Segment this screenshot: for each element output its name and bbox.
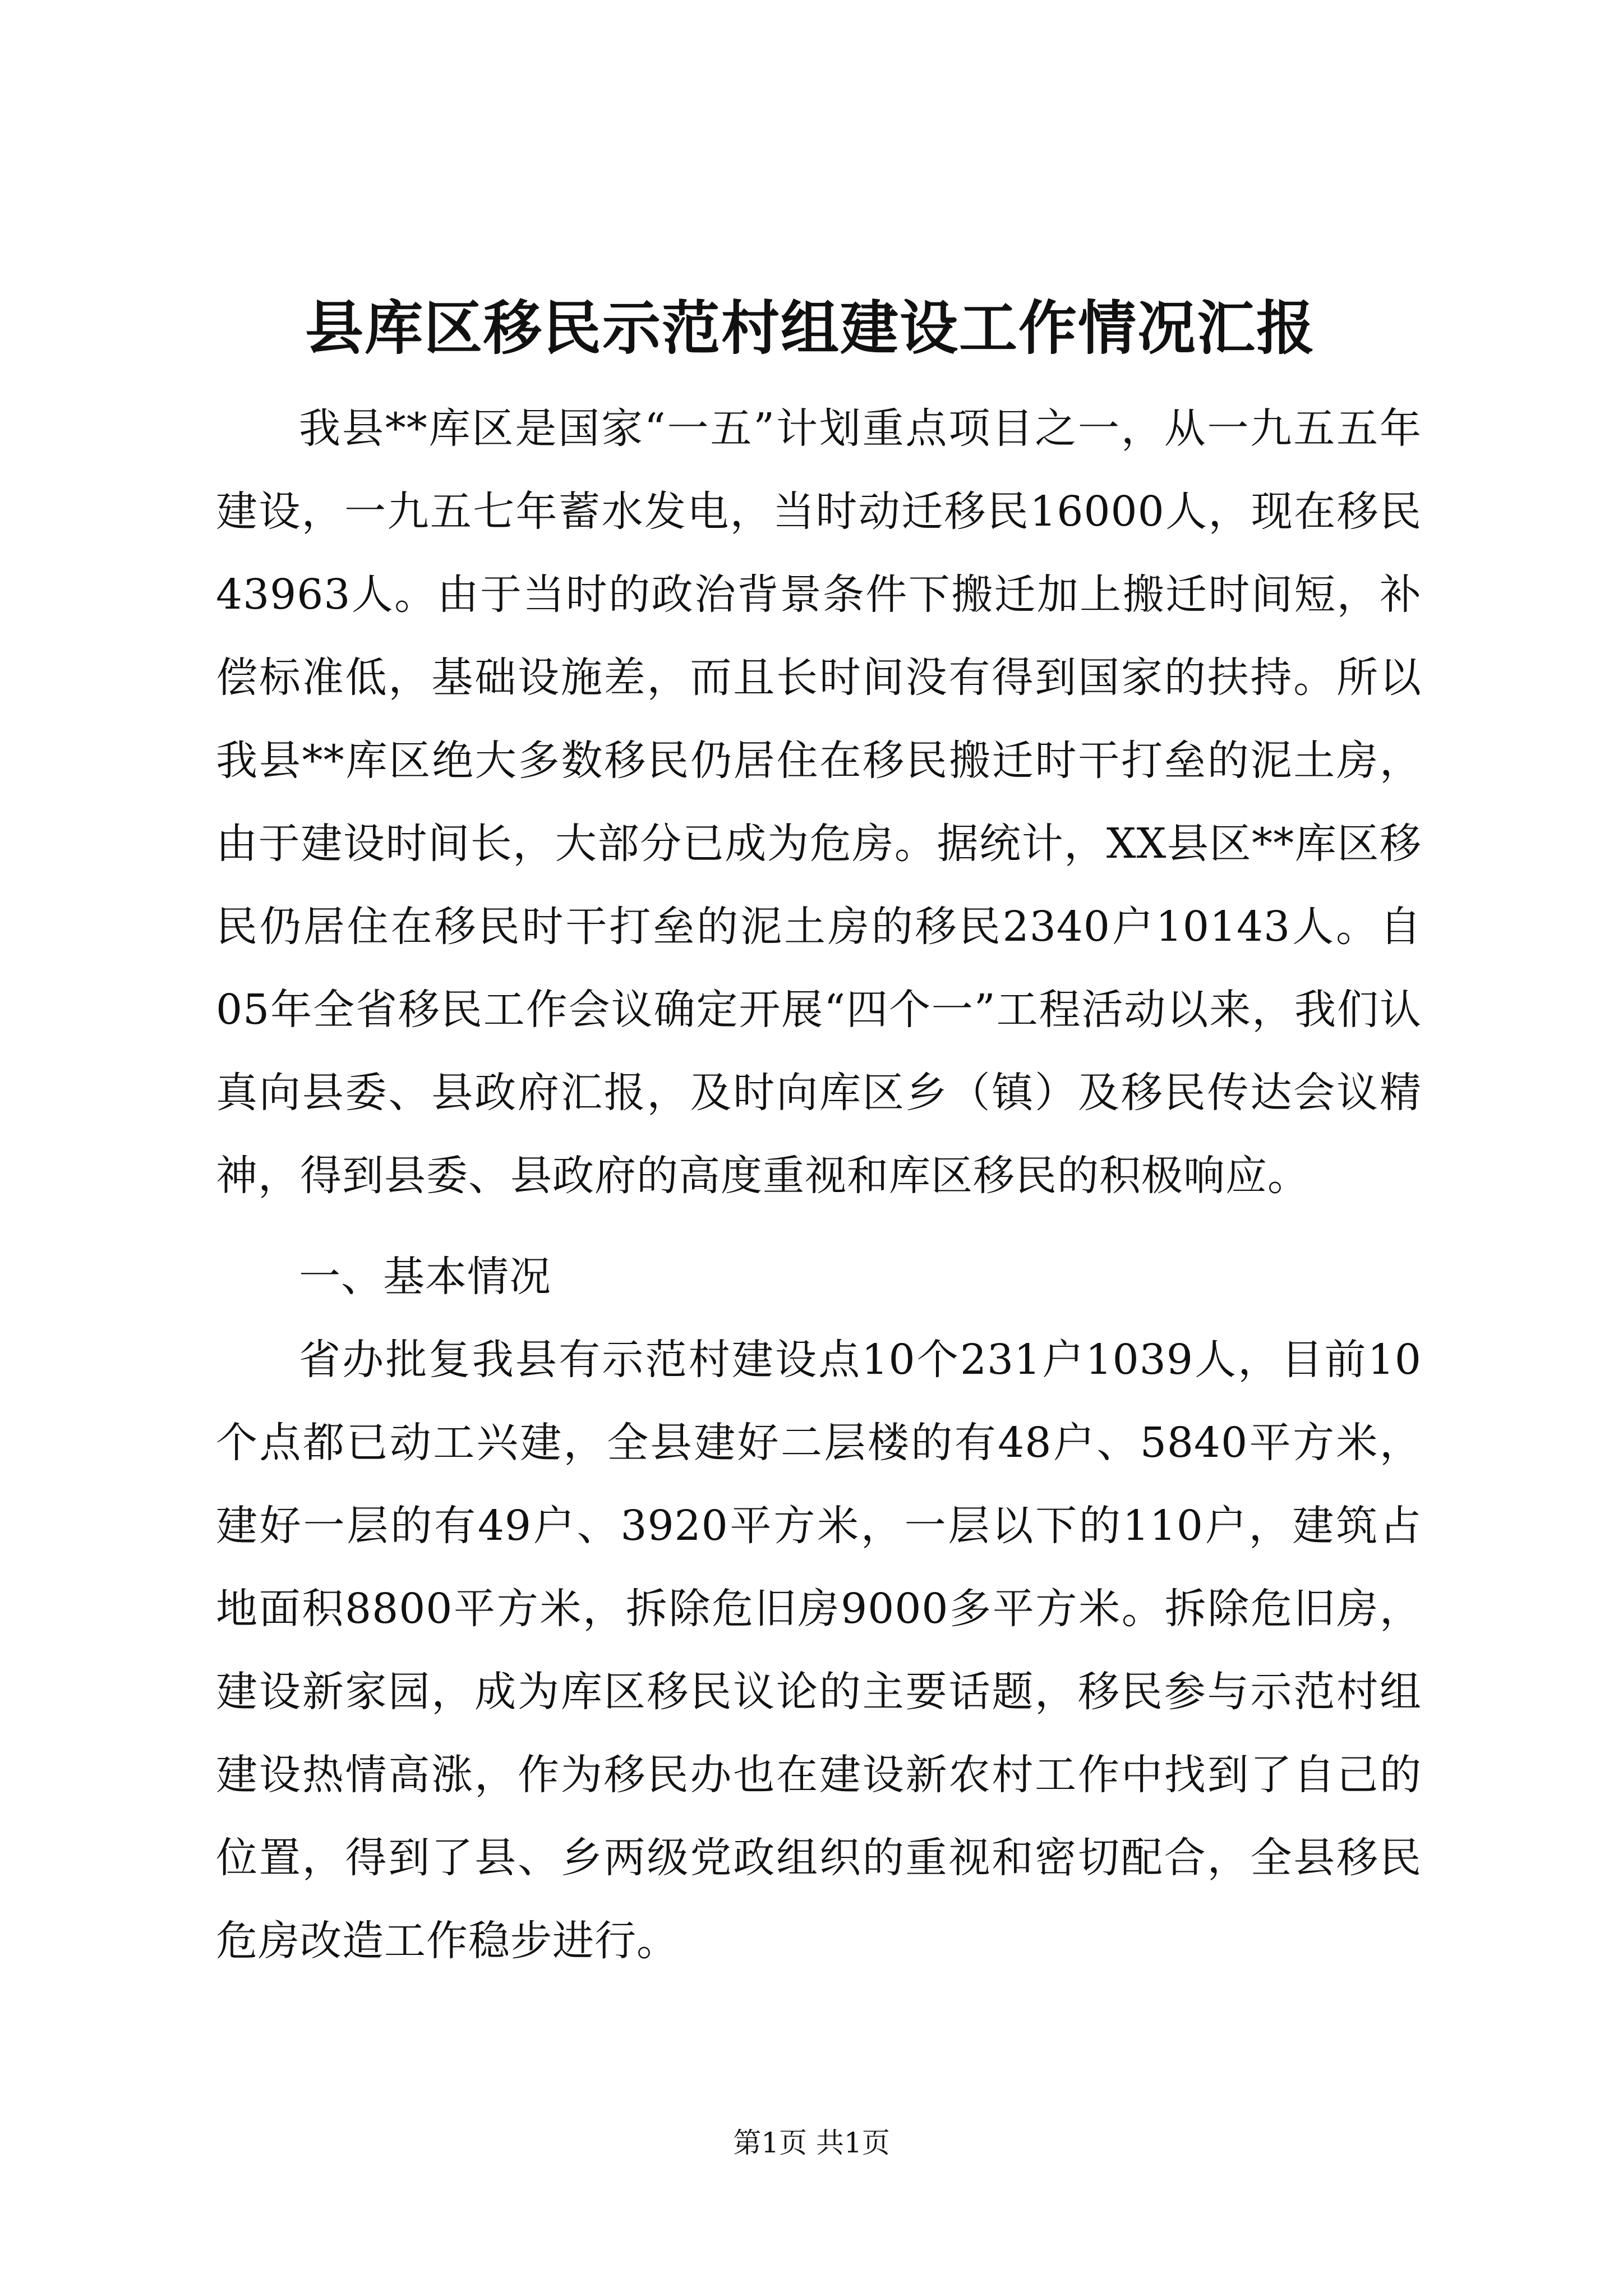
document-body <box>216 387 1422 1982</box>
paragraph-intro: 我县**库区是国家“一五”计划重点项目之一，从一九五五年建设，一九五七年蓄水发电，当时动迁移民16000人，现在移民43963人。由于当时的政治背景条件下搬迁加上搬迁时间短，补偿标准低，基础设施差，而且长时间没有得到国家的扶持。所以我县**库区绝大多数移民仍居住在移民搬迁时干打垒的泥土房，由于建设时间长，大部分已成为危房。据统计，XX县区**库区移民仍居住在移民时干打垒的泥土房的移民2340户10143人。自05年全省移民工作会议确定开展“四个一”工程活动以来，我们认真向县委、县政府汇报，及时向库区乡（镇）及移民传达会议精神，得到县委、县政府的高度重视和库区移民的积极响应。 <box>216 404 1422 1200</box>
paragraph-basic-situation: 省办批复我县有示范村建设点10个231户1039人，目前10个点都已动工兴建，全县建好二层楼的有48户、5840平方米，建好一层的有49户、3920平方米，一层以下的110户，建筑占地面积8800平方米，拆除危旧房9000多平方米。拆除危旧房，建设新家园，成为库区移民议论的主要话题，移民参与示范村组建设热情高涨，作为移民办也在建设新农村工作中找到了自己的位置，得到了县、乡两级党政组织的重视和密切配合，全县移民危房改造工作稳步进行。 <box>216 1336 1422 1965</box>
section-heading-basic-situation: 一、基本情况 <box>299 1253 551 1301</box>
page-footer: 第1页 共1页 <box>733 2127 890 2159</box>
document-title: 县库区移民示范村组建设工作情况汇报 <box>305 293 1316 362</box>
